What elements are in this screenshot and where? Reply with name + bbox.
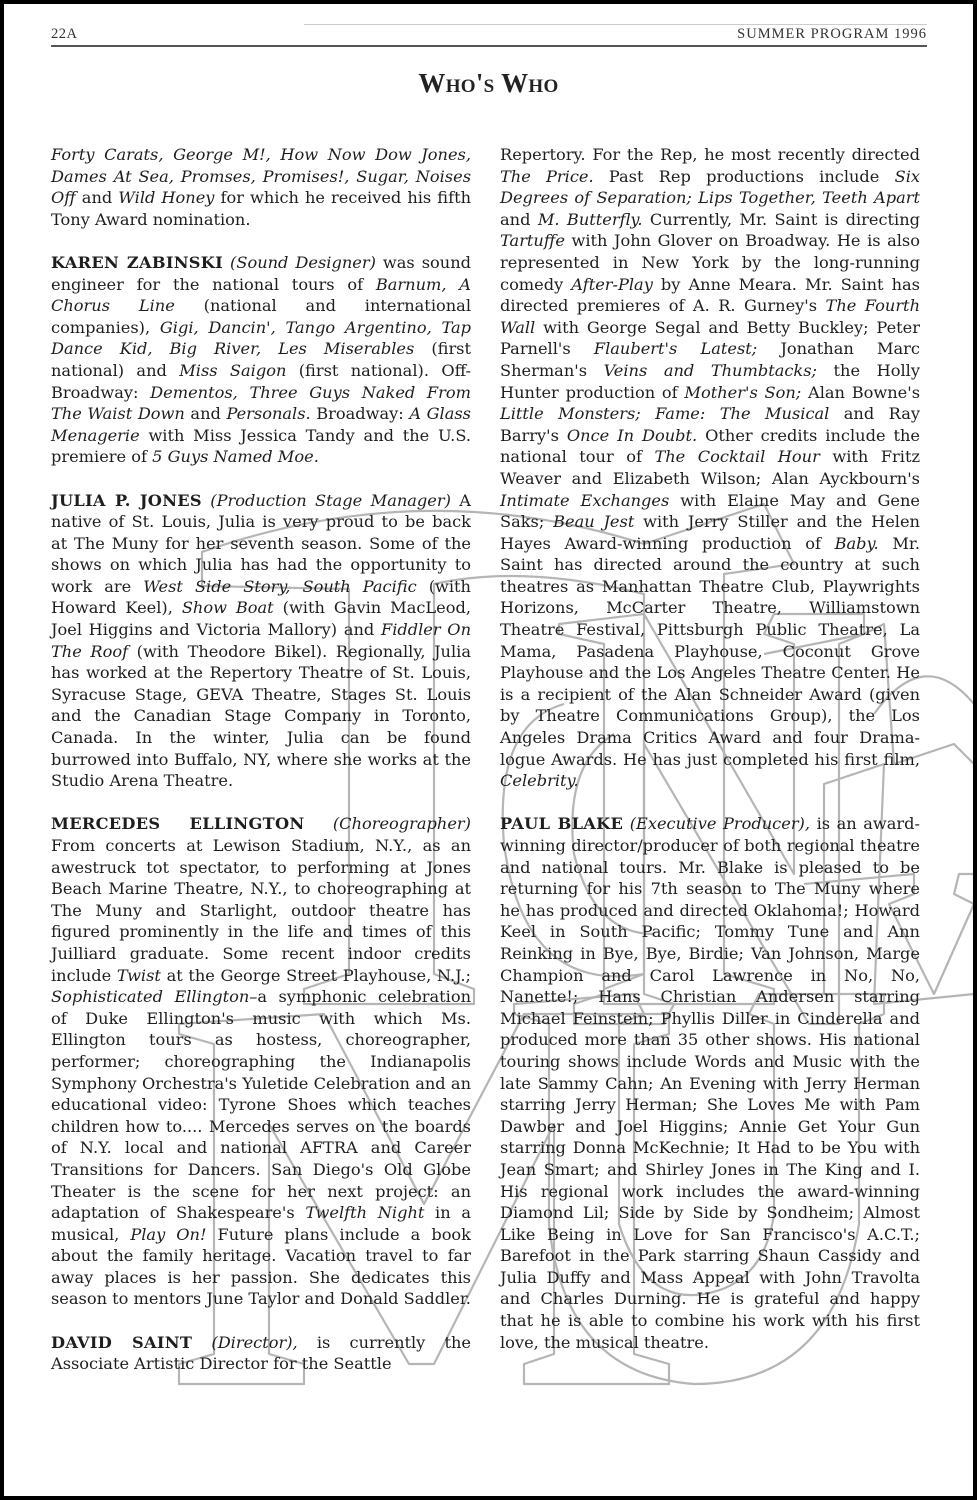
text: and: [184, 404, 227, 424]
show-title: The Price.: [500, 166, 594, 186]
text: is currently the Associate Artistic Director for the Seattle: [51, 1332, 472, 1374]
text: and Ray Barry's: [500, 404, 920, 445]
bio-david-saint-continued: [500, 144, 920, 792]
bio-name: DAVID SAINT: [51, 1332, 193, 1352]
text: (first national) and: [51, 339, 471, 380]
text: Alan Bowne's: [801, 382, 921, 402]
program-page: [4, 4, 973, 1496]
text: at the George Street Playhouse, N.J.;: [160, 965, 471, 985]
bio-mercedes-ellington: [51, 813, 471, 1310]
text: Other credits include the national tour of: [500, 425, 920, 467]
text: with Miss Jessica Tandy and the U.S. premiere of: [51, 425, 471, 467]
show-title: Play On!: [130, 1224, 207, 1244]
publication-title: SUMMER PROGRAM 1996: [737, 26, 927, 42]
show-title: Mother's Son;: [684, 382, 802, 402]
text: (national and international companies),: [51, 296, 471, 337]
header-top-rule: [304, 24, 927, 25]
text: and: [500, 209, 538, 229]
show-title: Barnum, A Chorus Line: [51, 274, 471, 316]
bio-role: (Sound Designer): [223, 252, 376, 272]
text: Mr. Saint has directed around the country at such theatres as Manhattan Theatre Club, Playwrights Horizons, McCarter Theatre, Williamstown Theatre Festival, Pittsburgh Public Theatre, La Mama, Pasadena Playhouse, Coconut Grove Playhouse and the Los Angeles Theatre Center. He is a recipient of the Alan Schneider Award (given by Theatre Communications Group), the Los Angeles Drama Critics Award and four Drama-logue Awards. He has just completed his first film,: [500, 533, 921, 769]
text: From concerts at Lewison Stadium, N.Y., as an awestruck tot spectator, to performing at Jones Beach Marine Theatre, N.Y., to choreographing at The Muny and Starlight, outdoor theatre has figured prominently in the life and times of this Juilliard graduate. Some recent indoor credits include: [51, 836, 471, 985]
bio-role: (Choreographer): [304, 814, 471, 834]
running-header: [51, 26, 927, 46]
show-title: Tartuffe: [500, 231, 565, 251]
show-title: 5 Guys Named Moe.: [152, 447, 319, 467]
text: (first national). Off-Broadway:: [51, 360, 471, 402]
text: Past Rep productions include: [593, 166, 895, 186]
text: by Anne Meara. Mr. Saint has directed premieres of A. R. Gurney's: [500, 274, 920, 316]
text: was sound engineer for the national tours of: [51, 252, 471, 294]
bio-role: (Executive Producer),: [623, 814, 811, 834]
show-title: Show Boat: [181, 598, 274, 618]
text: in a musical,: [51, 1203, 471, 1244]
bio-name: PAUL BLAKE: [500, 814, 624, 834]
bio-name: JULIA P. JONES: [51, 490, 202, 510]
text: with Elaine May and Gene Saks;: [500, 490, 921, 532]
show-title: Flaubert's Latest;: [593, 339, 758, 359]
show-title: Twist: [116, 965, 161, 985]
text: (with Gavin MacLeod, Joel Higgins and Victoria Mallory) and: [51, 598, 472, 640]
show-title: Once In Doubt.: [566, 425, 698, 445]
show-title: Wild Honey: [118, 188, 215, 208]
show-title: Celebrity.: [500, 771, 579, 791]
text: with John Glover on Broadway. He is also represented in New York by the long-running comedy: [500, 231, 920, 294]
show-title: A Glass Menagerie: [51, 404, 471, 445]
show-title: West Side Story, South Pacific: [143, 576, 417, 596]
show-titles: Forty Carats, George M!, How Now Dow Jones, Dames At Sea, Promses, Promises!, Sugar, Noises Off: [51, 145, 471, 208]
show-title: Six Degrees of Separation; Lips Together, Teeth Apart: [500, 166, 921, 208]
left-column: [51, 144, 471, 1396]
bio-karen-zabinski: [51, 252, 471, 468]
page-title: Who's Who: [418, 68, 559, 98]
show-title: M. Butterfly.: [537, 209, 643, 229]
show-title: After-Play: [571, 274, 653, 294]
bio-role: (Production Stage Manager): [201, 490, 451, 510]
show-title: Gigi, Dancin', Tango Argentino, Tap Dance Kid, Big River, Les Miserables: [51, 317, 472, 359]
text: with Fritz Weaver and Elizabeth Wilson; Alan Ayckbourn's: [500, 447, 920, 488]
bio-continuation-paragraph: [51, 144, 471, 230]
text: is an award-winning director/producer of both regional theatre and national tours. Mr. Blake is pleased to be returning for his 7th season to The Muny where he has produced and directed Oklahoma!; Howard Keel in South Pacific; Tommy Tune and Ann Reinking in Bye, Bye, Birdie; Van Johnson, Marge Champion and Carol Lawrence in No, No, Nanette!; Hans Christian Andersen starring Michael Feinstein; Phyllis Diller in Cinderella and produced more than 35 other shows. His national touring shows include Words and Music with the late Sammy Cahn; An Evening with Jerry Herman starring Jerry Herman; She Loves Me with Pam Dawber and Joel Higgins; Annie Get Your Gun starring Donna McKechnie; It Had to be You with Jean Smart; and Shirley Jones in The King and I. His regional work includes the award-winning Diamond Lil; Side by Side by Sondheim; Almost Like Being in Love for San Francisco's A.C.T.; Barefoot in the Park starring Shaun Cassidy and Julia Duffy and Mass Appeal with John Travolta and Charles Durning. He is grateful and happy that he is able to combine his work with his first love, the musical theatre.: [500, 814, 920, 1352]
text: Broadway:: [310, 404, 410, 424]
text: with George Segal and Betty Buckley; Peter Parnell's: [500, 317, 920, 359]
show-title: Veins and Thumbtacks;: [603, 360, 817, 380]
text: Future plans include a book about the family heritage. Vacation travel to far away places is her passion. She dedicates this season to mentors June Taylor and Donald Saddler.: [51, 1224, 471, 1309]
show-title: Sophisticated Ellington: [51, 987, 250, 1007]
text: with Jerry Stiller and the Helen Hayes Award-winning production of: [500, 512, 920, 553]
show-title: Miss Saigon: [179, 360, 287, 380]
text: (with Howard Keel),: [51, 576, 471, 618]
show-title: The Cocktail Hour: [654, 447, 820, 467]
bio-julia-p-jones: [51, 490, 471, 792]
show-title: Beau Jest: [553, 512, 635, 532]
text: (with Theodore Bikel). Regionally, Julia has worked at the Repertory Theatre of St. Louis, Syracuse Stage, GEVA Theatre, Stages St. Louis and the Canadian Stage Company in Toronto, Canada. In the winter, Julia can be found burrowed into Buffalo, NY, where she works at the Studio Arena Theatre.: [51, 641, 471, 791]
text: for which he received his fifth Tony Award nomination.: [51, 188, 472, 229]
text: Repertory. For the Rep, he most recently directed: [500, 145, 920, 164]
show-title: The Fourth Wall: [500, 296, 920, 337]
bio-name: KAREN ZABINSKI: [51, 252, 224, 272]
show-title: Dementos, Three Guys Naked From The Waist Down: [51, 382, 471, 424]
header-rule: [51, 45, 927, 47]
text: the Holly Hunter production of: [500, 360, 920, 402]
show-title: Intimate Exchanges: [500, 490, 670, 510]
bio-paul-blake: [500, 813, 920, 1353]
show-title: Fiddler On The Roof: [51, 620, 471, 661]
bio-name: MERCEDES ELLINGTON: [51, 814, 305, 834]
text: –a symphonic celebration of Duke Ellington's music with which Ms. Ellington tours as hostess, choreographer, performer; choreographing the Indianapolis Symphony Orchestra's Yuletide Celebration and an educational video: Tyrone Shoes which teaches children how to.... Mercedes serves on the boards of N.Y. local and national AFTRA and Career Transitions for Dancers. San Diego's Old Globe Theater is the scene for her next project: an adaptation of Shakespeare's: [51, 987, 471, 1223]
right-column: [500, 144, 920, 1375]
text: A native of St. Louis, Julia is very proud to be back at The Muny for her seventh season. Some of the shows on which Julia has had the opportunity to work are: [51, 490, 471, 596]
text: Currently, Mr. Saint is directing: [642, 209, 920, 229]
show-title: Twelfth Night: [305, 1203, 425, 1223]
show-title: Little Monsters; Fame: The Musical: [500, 404, 830, 424]
show-title: Baby.: [834, 533, 879, 553]
show-title: Personals.: [226, 404, 311, 424]
bio-role: (Director),: [192, 1332, 298, 1352]
text: Jonathan Marc Sherman's: [500, 339, 920, 380]
page-number: 22A: [51, 26, 78, 42]
text: and: [75, 188, 119, 208]
bio-david-saint: [51, 1332, 471, 1375]
